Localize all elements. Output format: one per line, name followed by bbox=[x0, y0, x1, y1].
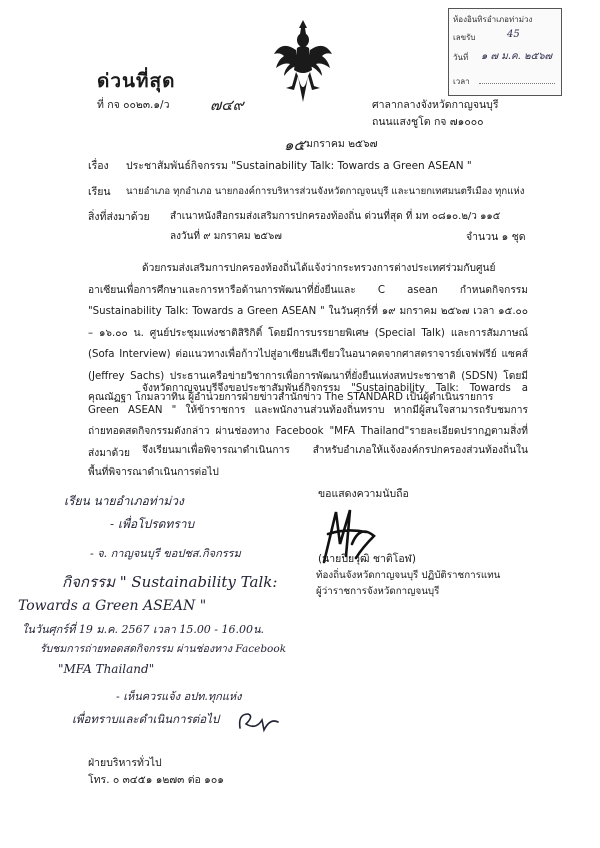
handwritten-line-6: ในวันศุกร์ที่ 19 ม.ค. 2567 เวลา 15.00 - 16.00น. bbox=[22, 623, 265, 636]
date-day: ๑๕ bbox=[284, 136, 305, 154]
closing-regards: ขอแสดงความนับถือ bbox=[318, 488, 409, 500]
body-paragraph-2: จังหวัดกาญจนบุรีจึงขอประชาสัมพันธ์กิจกรรม "Sustainability Talk: Towards a Green ASEAN " ให้ข้าราชการ และพนักงานส่วนท้องถิ่นทราบ หากมีผู้สนใจสามารถรับชมการถ่ายทอดสดกิจกรรมดังกล่าว ผ่านช่องทาง Facebook "MFA Thailand"รายละเอียดปรากฏตามสิ่งที่ส่งมาด้วย bbox=[88, 383, 528, 459]
sender-address: ถนนแสงชูโต กจ ๗๑๐๐๐ bbox=[372, 116, 484, 128]
sender-name: ศาลากลางจังหวัดกาญจนบุรี bbox=[372, 99, 499, 111]
signer-name: (นายปิยวุฒิ ชาติโอฬ) bbox=[318, 553, 416, 565]
handwritten-line-7: รับชมการถ่ายทอดสดกิจกรรม ผ่านช่องทาง Facebook bbox=[40, 643, 287, 655]
stamp-received-label: เลขรับ bbox=[453, 33, 476, 42]
handwritten-line-5: Towards a Green ASEAN " bbox=[18, 598, 207, 614]
handwritten-line-3: - จ. กาญจนบุรี ขอปชส.กิจกรรม bbox=[90, 547, 241, 560]
attachment-count: จำนวน ๑ ชุด bbox=[466, 231, 526, 243]
handwritten-line-10: เพื่อทราบและดำเนินการต่อไป bbox=[72, 712, 220, 726]
to-recipients: นายอำเภอ ทุกอำเภอ นายกองค์การบริหารส่วนจังหวัดกาญจนบุรี และนายกเทศมนตรีเมือง ทุกแห่ง bbox=[126, 186, 525, 197]
footer-phone: โทร. ๐ ๓๔๕๑ ๑๒๗๓ ต่อ ๑๐๑ bbox=[88, 774, 224, 786]
subject-label: เรื่อง bbox=[88, 160, 109, 172]
signer-title-2: ผู้ว่าราชการจังหวัดกาญจนบุรี bbox=[316, 586, 440, 597]
to-label: เรียน bbox=[88, 186, 111, 198]
initials-signature-icon bbox=[236, 708, 282, 736]
stamp-office: ห้องอินทิรอำเภอท่าม่วง bbox=[453, 15, 533, 24]
footer-department: ฝ่ายบริหารทั่วไป bbox=[88, 757, 162, 769]
attachment-label: สิ่งที่ส่งมาด้วย bbox=[88, 211, 150, 223]
signer-title-1: ท้องถิ่นจังหวัดกาญจนบุรี ปฏิบัติราชการแทน bbox=[316, 570, 501, 581]
date-text: มกราคม ๒๕๖๗ bbox=[306, 138, 378, 150]
stamp-date-label: วันที่ bbox=[453, 53, 469, 62]
body-paragraph-1: ด้วยกรมส่งเสริมการปกครองท้องถิ่นได้แจ้งว่ากระทรวงการต่างประเทศร่วมกับศูนย์อาเซียนเพื่อการศึกษาและการหารือด้านการพัฒนาที่ยั่งยืนและ C asean กำหนดกิจกรรม "Sustainability Talk: Towards a Green ASEAN " ในวันศุกร์ที่ ๑๙ มกราคม ๒๕๖๗ เวลา ๑๕.๐๐ – ๑๖.๐๐ น. ศูนย์ประชุมแห่งชาติสิริกิติ์ โดยมีการบรรยายพิเศษ (Special Talk) และการสัมภาษณ์ (Sofa Interview) ต่อแนวทางเพื่อก้าวไปสู่อาเซียนสีเขียวในอนาคตจากศาสตราจารย์เจฟฟรีย์ แซคส์ (Jeffrey Sachs) ประธานเครือข่ายวิชาการเพื่อการพัฒนาที่ยั่งยืนแห่งสหประชาชาติ (SDSN) โดยมีคุณณัฏฐา โกมลวาทิน ผู้อำนวยการฝ่ายข่าวสำนักข่าว The STANDARD เป็นผู้ดำเนินรายการ bbox=[88, 263, 528, 403]
handwritten-line-1: เรียน นายอำเภอท่าม่วง bbox=[64, 494, 184, 508]
receipt-stamp bbox=[448, 8, 562, 96]
handwritten-line-9: - เห็นควรแจ้ง อปท.ทุกแห่ง bbox=[116, 690, 242, 703]
body-paragraph-3: จึงเรียนมาเพื่อพิจารณาดำเนินการ สำหรับอำเภอให้แจ้งองค์กรปกครองส่วนท้องถิ่นในพื้นที่พิจารณาดำเนินการต่อไป bbox=[88, 445, 528, 478]
urgent-label: ด่วนที่สุด bbox=[97, 70, 176, 92]
stamp-time-label: เวลา bbox=[453, 77, 470, 86]
attachment-line1: สำเนาหนังสือกรมส่งเสริมการปกครองท้องถิ่น ด่วนที่สุด ที่ มท ๐๘๑๐.๒/ว ๑๑๕ bbox=[170, 211, 501, 222]
handwritten-line-4: กิจกรรม " Sustainability Talk: bbox=[62, 573, 278, 591]
handwritten-line-8: "MFA Thailand" bbox=[58, 662, 155, 676]
subject: ประชาสัมพันธ์กิจกรรม "Sustainability Talk: Towards a Green ASEAN " bbox=[126, 160, 472, 172]
document-number-handwritten: ๗๔๙ bbox=[210, 96, 244, 114]
stamp-date-value: ๑ ๗ ม.ค. ๒๕๖๗ bbox=[481, 51, 553, 62]
stamp-received-value: 45 bbox=[507, 29, 520, 40]
garuda-emblem-icon bbox=[272, 18, 334, 104]
attachment-line2: ลงวันที่ ๙ มกราคม ๒๕๖๗ bbox=[170, 231, 282, 242]
document-number: ที่ กจ ๐๐๒๓.๑/ว bbox=[97, 99, 170, 111]
handwritten-line-2: - เพื่อโปรดทราบ bbox=[110, 517, 195, 531]
